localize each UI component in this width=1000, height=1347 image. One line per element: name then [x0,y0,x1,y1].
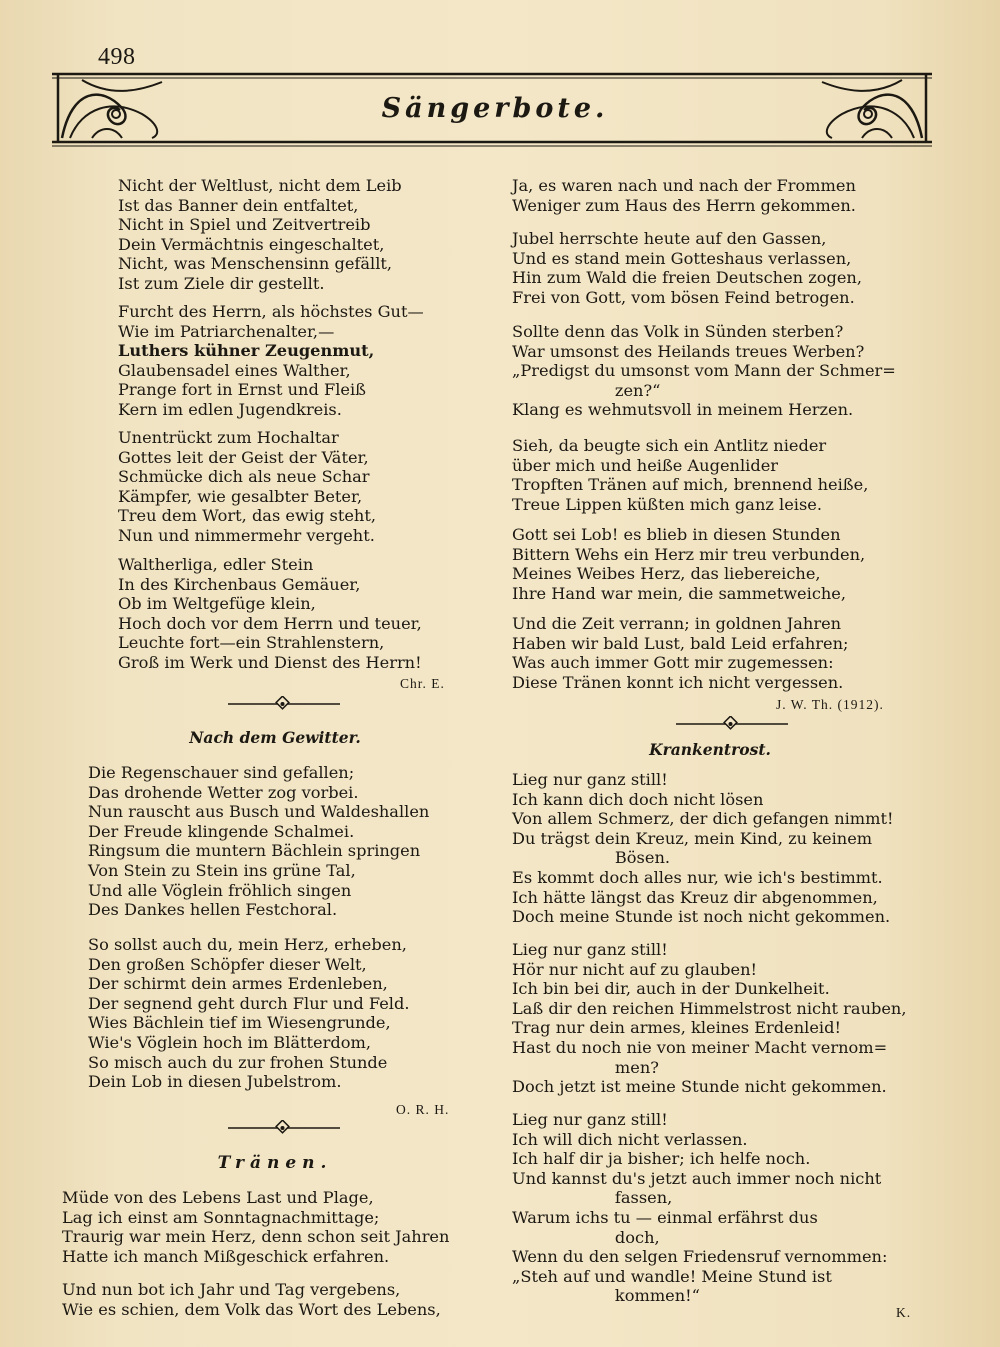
verse-line: Das drohende Wetter zog vorbei. [88,782,359,802]
verse-line: Gottes leit der Geist der Väter, [118,447,369,467]
verse-line: Groß im Werk und Dienst des Herrn! [118,652,422,672]
poem3-cont-stanza-4 [512,436,937,514]
verse-line: Doch jetzt ist meine Stunde nicht gekommen. [512,1077,887,1097]
verse-line: Du trägst dein Kreuz, mein Kind, zu keinem [512,828,873,848]
verse-line: Schmücke dich als neue Schar [118,467,370,487]
poem3-stanza-2 [62,1280,477,1319]
verse-line: Glaubensadel eines Walther, [118,360,351,380]
verse-line: Der Freude klingende Schalmei. [88,821,355,841]
verse-line: Lieg nur ganz still! [512,1110,668,1129]
poem1-stanza-4 [118,555,533,673]
poem4-author: K. [896,1305,912,1320]
verse-line: Bösen. [512,848,671,868]
divider-ornament [228,696,340,712]
verse-line: Von allem Schmerz, der dich gefangen nimmt! [512,809,894,829]
poem3-cont-stanza-1 [512,176,937,215]
verse-line: Frei von Gott, vom bösen Feind betrogen. [512,287,855,307]
verse-line: Ich hätte längst das Kreuz dir abgenommen, [512,887,878,907]
verse-line: Furcht des Herrn, als höchstes Gut— [118,302,424,321]
verse-line: Von Stein zu Stein ins grüne Tal, [88,860,356,880]
poem2-title: Nach dem Gewitter. [189,728,361,747]
divider-ornament [228,1120,340,1136]
verse-line: Meines Weibes Herz, das liebereiche, [512,564,821,584]
verse-line: Nicht der Weltlust, nicht dem Leib [118,176,402,195]
verse-line: Was auch immer Gott mir zugemessen: [512,653,834,673]
verse-line: Ich will dich nicht verlassen. [512,1129,748,1149]
verse-line: Prange fort in Ernst und Fleiß [118,380,366,400]
poem3-cont-stanza-5 [512,525,937,603]
verse-line: Ringsum die muntern Bächlein springen [88,841,421,861]
verse-line: Hoch doch vor dem Herrn und teuer, [118,613,422,633]
poem3-cont-stanza-6 [512,614,937,692]
verse-line: Hatte ich manch Mißgeschick erfahren. [62,1246,390,1266]
poem1-stanza-3 [118,428,533,546]
poem3-stanza-1 [62,1188,477,1266]
verse-line: Wenn du den selgen Friedensruf vernommen: [512,1247,888,1267]
verse-line: Ihre Hand war mein, die sammetweiche, [512,583,847,603]
poem4-stanza-3 [512,1110,937,1306]
verse-line: kommen!“ [512,1286,700,1306]
verse-line: Wie's Vöglein hoch im Blätterdom, [88,1032,371,1052]
verse-line: Es kommt doch alles nur, wie ich's bestimmt. [512,867,883,887]
verse-line: „Predigst du umsonst vom Mann der Schmer= [512,361,896,381]
poem1-stanza-1 [118,176,533,294]
poem3-title: Tränen. [217,1153,333,1173]
verse-line: Und nun bot ich Jahr und Tag vergebens, [62,1280,401,1299]
verse-line: Nun rauscht aus Busch und Waldeshallen [88,802,430,822]
verse-line: Lag ich einst am Sonntagnachmittage; [62,1207,380,1227]
verse-line: Den großen Schöpfer dieser Welt, [88,954,367,974]
verse-line: Leuchte fort—ein Strahlenstern, [118,633,385,653]
verse-line: Treu dem Wort, das ewig steht, [118,506,376,526]
page-number: 498 [98,44,136,70]
poem3-cont-stanza-2 [512,229,937,307]
verse-line: men? [512,1057,659,1077]
verse-line: Klang es wehmutsvoll in meinem Herzen. [512,400,854,420]
verse-line: Ich half dir ja bisher; ich helfe noch. [512,1149,811,1169]
verse-line: Hör nur nicht auf zu glauben! [512,959,758,979]
poem4-title: Krankentrost. [649,740,771,759]
verse-line: Ja, es waren nach und nach der Frommen [512,176,856,195]
verse-line: Des Dankes hellen Festchoral. [88,900,338,920]
verse-line: Und alle Vöglein fröhlich singen [88,880,352,900]
verse-line: Kern im edlen Jugendkreis. [118,399,342,419]
verse-line: Tropften Tränen auf mich, brennend heiße, [512,475,869,495]
verse-line: Wie im Patriarchenalter,— [118,321,335,341]
verse-line: doch, [512,1227,660,1247]
verse-line: Dein Lob in diesen Jubelstrom. [88,1072,342,1092]
verse-line: Traurig war mein Herz, denn schon seit Jahren [62,1227,450,1247]
verse-line: Hin zum Wald die freien Deutschen zogen, [512,268,863,288]
poem4-stanza-2 [512,940,937,1097]
verse-line: So sollst auch du, mein Herz, erheben, [88,935,407,954]
verse-line: Jubel herrschte heute auf den Gassen, [512,229,827,248]
verse-line: Ich kann dich doch nicht lösen [512,789,764,809]
verse-line: Nun und nimmermehr vergeht. [118,525,375,545]
verse-line: Die Regenschauer sind gefallen; [88,763,355,782]
verse-line: Müde von des Lebens Last und Plage, [62,1188,374,1207]
verse-line: Doch meine Stunde ist noch nicht gekommen. [512,907,891,927]
verse-line: über mich und heiße Augenlider [512,455,779,475]
poem3-author: J. W. Th. (1912). [776,697,884,712]
poem2-author: O. R. H. [396,1102,450,1117]
verse-line: Unentrückt zum Hochaltar [118,428,339,447]
verse-line: Haben wir bald Lust, bald Leid erfahren; [512,633,849,653]
verse-line: Laß dir den reichen Himmelstrost nicht rauben, [512,998,907,1018]
verse-line: fassen, [512,1188,673,1208]
header-title: Sängerbote. [381,93,609,124]
verse-line: Bittern Wehs ein Herz mir treu verbunden, [512,544,866,564]
verse-line: Wie es schien, dem Volk das Wort des Lebens, [62,1299,441,1319]
verse-line: „Steh auf und wandle! Meine Stund ist [512,1266,832,1286]
poem3-cont-stanza-3 [512,322,937,420]
verse-line: Und die Zeit verrann; in goldnen Jahren [512,614,842,633]
verse-line: Treue Lippen küßten mich ganz leise. [512,494,823,514]
verse-line: Sieh, da beugte sich ein Antlitz nieder [512,436,827,455]
verse-line: Sollte denn das Volk in Sünden sterben? [512,322,844,341]
poem1-stanza-2 [118,302,533,420]
verse-line: In des Kirchenbaus Gemäuer, [118,574,361,594]
verse-line: Der segnend geht durch Flur und Feld. [88,993,410,1013]
verse-line: Und es stand mein Gotteshaus verlassen, [512,248,852,268]
verse-line: Ist das Banner dein entfaltet, [118,195,359,215]
verse-line: Gott sei Lob! es blieb in diesen Stunden [512,525,841,544]
verse-line: zen?“ [512,380,661,400]
verse-line: Nicht, was Menschensinn gefällt, [118,254,393,274]
verse-line: Ob im Weltgefüge klein, [118,594,316,614]
verse-line: Luthers kühner Zeugenmut, [118,341,375,361]
divider-ornament [676,716,788,732]
verse-line: Wies Bächlein tief im Wiesengrunde, [88,1013,391,1033]
verse-line: Lieg nur ganz still! [512,940,668,959]
verse-line: Und kannst du's jetzt auch immer noch nicht [512,1168,882,1188]
verse-line: Der schirmt dein armes Erdenleben, [88,974,388,994]
verse-line: So misch auch du zur frohen Stunde [88,1052,388,1072]
verse-line: Diese Tränen konnt ich nicht vergessen. [512,672,844,692]
verse-line: War umsonst des Heilands treues Werben? [512,341,865,361]
verse-line: Dein Vermächtnis eingeschaltet, [118,234,385,254]
verse-line: Ich bin bei dir, auch in der Dunkelheit. [512,979,830,999]
verse-line: Waltherliga, edler Stein [118,555,314,574]
poem2-stanza-2 [88,935,503,1092]
verse-line: Hast du noch nie von meiner Macht vernom= [512,1037,888,1057]
verse-line: Weniger zum Haus des Herrn gekommen. [512,195,856,215]
poem1-author: Chr. E. [400,676,445,691]
verse-line: Warum ichs tu — einmal erfährst dus [512,1207,818,1227]
poem4-stanza-1 [512,770,937,927]
verse-line: Trag nur dein armes, kleines Erdenleid! [512,1018,841,1038]
verse-line: Kämpfer, wie gesalbter Beter, [118,486,363,506]
verse-line: Ist zum Ziele dir gestellt. [118,273,325,293]
poem2-stanza-1 [88,763,503,920]
verse-line: Nicht in Spiel und Zeitvertreib [118,215,371,235]
verse-line: Lieg nur ganz still! [512,770,668,789]
